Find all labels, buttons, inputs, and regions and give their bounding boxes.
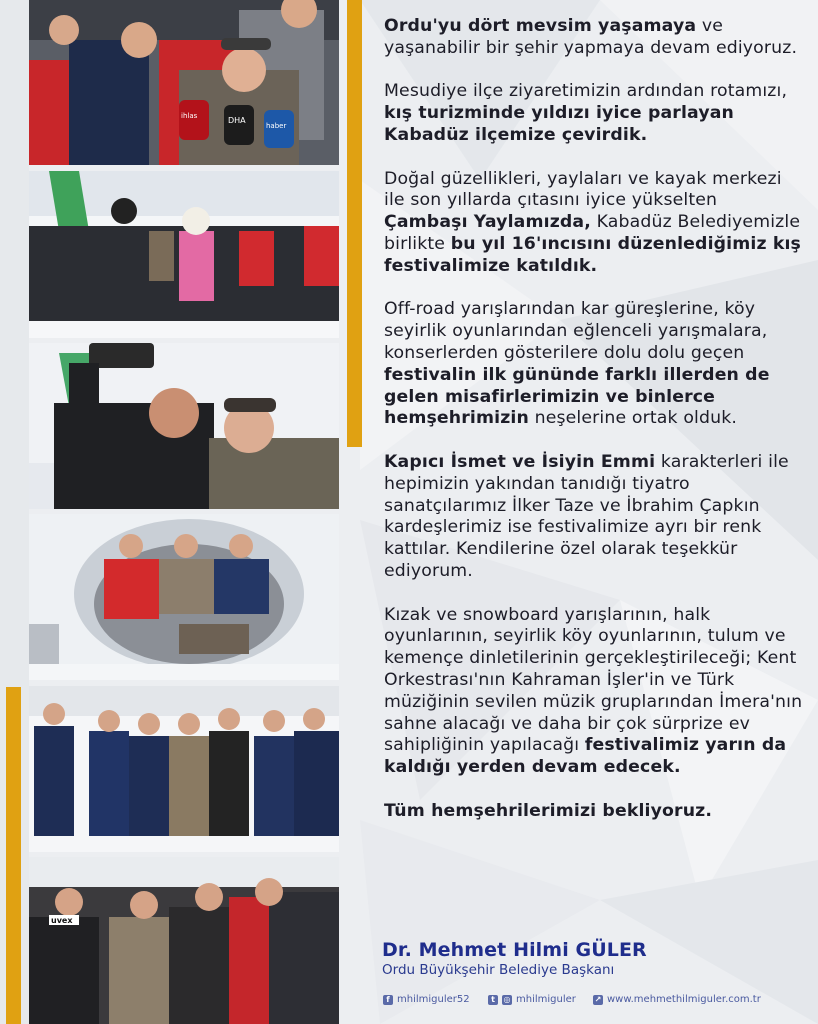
web-icon: ↗ bbox=[594, 994, 602, 1004]
twitter-instagram-handle: mhilmiguler bbox=[516, 994, 576, 1005]
paragraph-artists: Kapıcı İsmet ve İsiyin Emmi karakterleri ile hepimizin yakından tanıdığı tiyatro sanatçılarımız İlker Taze ve İbrahim Çapkın kardeşlerimiz ise festivalimize ayrı bir renk kattılar. Kendilerine özel olarak teşekkür ediyorum. bbox=[384, 451, 789, 581]
message-body bbox=[384, 16, 804, 844]
accent-bar-top bbox=[347, 0, 362, 447]
signature-title: Ordu Büyükşehir Belediye Başkanı bbox=[382, 962, 615, 978]
website-url: www.mehmethilmiguler.com.tr bbox=[607, 994, 761, 1005]
facebook-handle: mhilmiguler52 bbox=[397, 994, 470, 1005]
twitter-instagram-link[interactable] bbox=[488, 994, 576, 1005]
paragraph-kabaduz: Mesudiye ilçe ziyaretimizin ardından rotamızı, kış turizminde yıldızı iyice parlayan Kabadüz ilçemize çevirdik. bbox=[384, 81, 788, 145]
instagram-icon: ◎ bbox=[503, 994, 511, 1004]
cap-brand-uvex: uvex bbox=[51, 916, 73, 925]
photo-crowd-snow bbox=[29, 857, 339, 1024]
photo-group-with-mascots bbox=[29, 171, 339, 338]
paragraph-cambasi: Doğal güzellikleri, yaylaları ve kayak merkezi ile son yıllarda çıtasını iyice yükselten Çambaşı Yaylamızda, Kabadüz Belediyemizle birlikte bu yıl 16'ıncısını düzenlediğimiz kış festivalimize katıldık. bbox=[384, 168, 801, 276]
photo-selfie bbox=[29, 343, 339, 509]
signature-block bbox=[382, 938, 812, 978]
paragraph-program: Kızak ve snowboard yarışlarının, halk oyunlarının, seyirlik köy oyunlarının, tulum ve kemençe dinletilerinin gerçekleştirileceği; Kent Orkestrası'nın Kahraman İşler'in ve Türk müziğinin sevilen müzik gruplarından İmera'nın sahne alacağı ve daha bir çok sürprize ev sahipliğinin yapılacağı festivalimiz yarın da kaldığı yerden devam edecek. bbox=[384, 604, 803, 778]
twitter-icon: t bbox=[488, 995, 498, 1005]
mic-flag-ihlas: ihlas bbox=[181, 112, 198, 120]
paragraph-intro: Ordu'yu dört mevsim yaşamaya ve yaşanabilir bir şehir yapmaya devam ediyoruz. bbox=[384, 16, 798, 58]
facebook-link[interactable] bbox=[383, 994, 470, 1005]
paragraph-invitation: Tüm hemşehrilerimizi bekliyoruz. bbox=[384, 800, 713, 821]
photo-group-lineup bbox=[29, 686, 339, 852]
mic-flag-dha: DHA bbox=[228, 116, 246, 125]
photo-crowd-microphones bbox=[29, 0, 339, 165]
website-link[interactable] bbox=[593, 994, 761, 1005]
photo-snow-cave bbox=[29, 514, 339, 680]
signature-name: Dr. Mehmet Hilmi GÜLER bbox=[382, 939, 647, 961]
mic-flag-haber: haber bbox=[266, 122, 287, 130]
paragraph-events: Off-road yarışlarından kar güreşlerine, köy seyirlik oyunlarından eğlenceli yarışmalara, konserlerden gösterilere dolu dolu geçen festivalin ilk gününde farklı illerden de gelen misafirlerimizin ve binlerce hemşehrimizin neşelerine ortak olduk. bbox=[384, 299, 770, 429]
accent-bar-bottom bbox=[6, 687, 21, 1024]
facebook-icon: f bbox=[383, 995, 393, 1005]
